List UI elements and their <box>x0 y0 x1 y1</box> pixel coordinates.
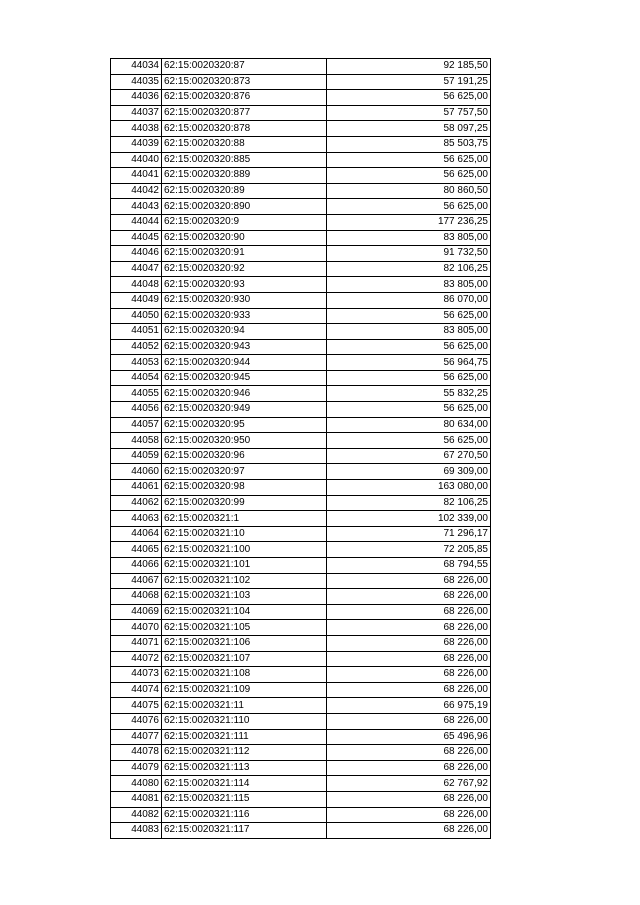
cadastral-number-cell: 62:15:0020321:101 <box>162 558 327 574</box>
row-number-cell: 44064 <box>111 526 162 542</box>
cadastral-number-cell: 62:15:0020320:97 <box>162 464 327 480</box>
cadastral-number-cell: 62:15:0020321:102 <box>162 573 327 589</box>
table-row <box>111 370 491 386</box>
table-row <box>111 729 491 745</box>
amount-cell: 68 226,00 <box>327 760 491 776</box>
row-number-cell: 44053 <box>111 355 162 371</box>
cadastral-number-cell: 62:15:0020320:889 <box>162 168 327 184</box>
cadastral-number-cell: 62:15:0020320:92 <box>162 261 327 277</box>
cadastral-number-cell: 62:15:0020321:116 <box>162 807 327 823</box>
cadastral-number-cell: 62:15:0020320:88 <box>162 136 327 152</box>
cadastral-number-cell: 62:15:0020320:877 <box>162 105 327 121</box>
row-number-cell: 44077 <box>111 729 162 745</box>
table-row <box>111 807 491 823</box>
amount-cell: 68 226,00 <box>327 667 491 683</box>
cadastral-number-cell: 62:15:0020320:944 <box>162 355 327 371</box>
cadastral-number-cell: 62:15:0020321:1 <box>162 511 327 527</box>
row-number-cell: 44067 <box>111 573 162 589</box>
amount-cell: 68 226,00 <box>327 604 491 620</box>
table-row <box>111 402 491 418</box>
amount-cell: 68 226,00 <box>327 635 491 651</box>
row-number-cell: 44074 <box>111 682 162 698</box>
cadastral-number-cell: 62:15:0020320:950 <box>162 433 327 449</box>
row-number-cell: 44039 <box>111 136 162 152</box>
amount-cell: 68 226,00 <box>327 713 491 729</box>
table-row <box>111 667 491 683</box>
table-row <box>111 573 491 589</box>
table-row <box>111 682 491 698</box>
table-row <box>111 417 491 433</box>
table-row <box>111 214 491 230</box>
row-number-cell: 44071 <box>111 635 162 651</box>
table-row <box>111 324 491 340</box>
cadastral-number-cell: 62:15:0020320:94 <box>162 324 327 340</box>
amount-cell: 69 309,00 <box>327 464 491 480</box>
amount-cell: 102 339,00 <box>327 511 491 527</box>
amount-cell: 58 097,25 <box>327 121 491 137</box>
row-number-cell: 44051 <box>111 324 162 340</box>
amount-cell: 57 191,25 <box>327 74 491 90</box>
cadastral-number-cell: 62:15:0020320:878 <box>162 121 327 137</box>
row-number-cell: 44057 <box>111 417 162 433</box>
amount-cell: 56 625,00 <box>327 199 491 215</box>
cadastral-number-cell: 62:15:0020320:93 <box>162 277 327 293</box>
cadastral-number-cell: 62:15:0020320:945 <box>162 370 327 386</box>
amount-cell: 83 805,00 <box>327 230 491 246</box>
amount-cell: 177 236,25 <box>327 214 491 230</box>
cadastral-number-cell: 62:15:0020320:87 <box>162 59 327 75</box>
cadastral-number-cell: 62:15:0020320:930 <box>162 292 327 308</box>
cadastral-number-cell: 62:15:0020321:107 <box>162 651 327 667</box>
row-number-cell: 44049 <box>111 292 162 308</box>
amount-cell: 56 625,00 <box>327 370 491 386</box>
table-row <box>111 791 491 807</box>
table-row <box>111 760 491 776</box>
row-number-cell: 44080 <box>111 776 162 792</box>
table-row <box>111 74 491 90</box>
table-row <box>111 480 491 496</box>
row-number-cell: 44042 <box>111 183 162 199</box>
table-row <box>111 511 491 527</box>
amount-cell: 68 226,00 <box>327 620 491 636</box>
row-number-cell: 44034 <box>111 59 162 75</box>
cadastral-number-cell: 62:15:0020320:876 <box>162 90 327 106</box>
amount-cell: 80 634,00 <box>327 417 491 433</box>
row-number-cell: 44063 <box>111 511 162 527</box>
amount-cell: 66 975,19 <box>327 698 491 714</box>
row-number-cell: 44050 <box>111 308 162 324</box>
table-row <box>111 59 491 75</box>
table-row <box>111 136 491 152</box>
amount-cell: 85 503,75 <box>327 136 491 152</box>
amount-cell: 56 625,00 <box>327 90 491 106</box>
row-number-cell: 44059 <box>111 448 162 464</box>
cadastral-number-cell: 62:15:0020321:110 <box>162 713 327 729</box>
table-row <box>111 105 491 121</box>
row-number-cell: 44081 <box>111 791 162 807</box>
table-row <box>111 635 491 651</box>
amount-cell: 68 226,00 <box>327 589 491 605</box>
row-number-cell: 44069 <box>111 604 162 620</box>
cadastral-number-cell: 62:15:0020320:90 <box>162 230 327 246</box>
amount-cell: 91 732,50 <box>327 246 491 262</box>
table-row <box>111 121 491 137</box>
table-row <box>111 495 491 511</box>
row-number-cell: 44072 <box>111 651 162 667</box>
table-row <box>111 448 491 464</box>
row-number-cell: 44066 <box>111 558 162 574</box>
amount-cell: 56 964,75 <box>327 355 491 371</box>
amount-cell: 56 625,00 <box>327 339 491 355</box>
cadastral-number-cell: 62:15:0020320:96 <box>162 448 327 464</box>
table-row <box>111 542 491 558</box>
cadastral-number-cell: 62:15:0020320:885 <box>162 152 327 168</box>
cadastral-number-cell: 62:15:0020320:98 <box>162 480 327 496</box>
table-row <box>111 152 491 168</box>
cadastral-number-cell: 62:15:0020320:95 <box>162 417 327 433</box>
table-row <box>111 433 491 449</box>
cadastral-number-cell: 62:15:0020320:943 <box>162 339 327 355</box>
row-number-cell: 44058 <box>111 433 162 449</box>
row-number-cell: 44054 <box>111 370 162 386</box>
amount-cell: 56 625,00 <box>327 433 491 449</box>
amount-cell: 55 832,25 <box>327 386 491 402</box>
cadastral-number-cell: 62:15:0020321:113 <box>162 760 327 776</box>
table-row <box>111 168 491 184</box>
amount-cell: 68 226,00 <box>327 682 491 698</box>
amount-cell: 68 226,00 <box>327 745 491 761</box>
amount-cell: 72 205,85 <box>327 542 491 558</box>
amount-cell: 80 860,50 <box>327 183 491 199</box>
row-number-cell: 44038 <box>111 121 162 137</box>
table-row <box>111 526 491 542</box>
row-number-cell: 44078 <box>111 745 162 761</box>
row-number-cell: 44040 <box>111 152 162 168</box>
amount-cell: 68 226,00 <box>327 823 491 839</box>
amount-cell: 82 106,25 <box>327 261 491 277</box>
table-row <box>111 589 491 605</box>
cadastral-number-cell: 62:15:0020320:9 <box>162 214 327 230</box>
amount-cell: 62 767,92 <box>327 776 491 792</box>
row-number-cell: 44070 <box>111 620 162 636</box>
row-number-cell: 44076 <box>111 713 162 729</box>
cadastral-number-cell: 62:15:0020320:89 <box>162 183 327 199</box>
row-number-cell: 44061 <box>111 480 162 496</box>
cadastral-number-cell: 62:15:0020321:117 <box>162 823 327 839</box>
amount-cell: 68 226,00 <box>327 807 491 823</box>
row-number-cell: 44082 <box>111 807 162 823</box>
table-row <box>111 199 491 215</box>
cadastral-number-cell: 62:15:0020321:112 <box>162 745 327 761</box>
cadastral-value-table <box>110 58 491 839</box>
row-number-cell: 44055 <box>111 386 162 402</box>
table-row <box>111 90 491 106</box>
table-row <box>111 386 491 402</box>
amount-cell: 86 070,00 <box>327 292 491 308</box>
cadastral-number-cell: 62:15:0020321:108 <box>162 667 327 683</box>
cadastral-number-cell: 62:15:0020320:949 <box>162 402 327 418</box>
cadastral-number-cell: 62:15:0020321:106 <box>162 635 327 651</box>
cadastral-number-cell: 62:15:0020321:109 <box>162 682 327 698</box>
amount-cell: 82 106,25 <box>327 495 491 511</box>
cadastral-number-cell: 62:15:0020321:100 <box>162 542 327 558</box>
amount-cell: 68 226,00 <box>327 573 491 589</box>
cadastral-number-cell: 62:15:0020321:11 <box>162 698 327 714</box>
amount-cell: 65 496,96 <box>327 729 491 745</box>
row-number-cell: 44047 <box>111 261 162 277</box>
table-row <box>111 183 491 199</box>
row-number-cell: 44083 <box>111 823 162 839</box>
amount-cell: 163 080,00 <box>327 480 491 496</box>
cadastral-number-cell: 62:15:0020321:104 <box>162 604 327 620</box>
amount-cell: 56 625,00 <box>327 168 491 184</box>
amount-cell: 68 794,55 <box>327 558 491 574</box>
table-row <box>111 230 491 246</box>
amount-cell: 56 625,00 <box>327 402 491 418</box>
cadastral-number-cell: 62:15:0020321:103 <box>162 589 327 605</box>
table-row <box>111 604 491 620</box>
cadastral-number-cell: 62:15:0020321:10 <box>162 526 327 542</box>
cadastral-number-cell: 62:15:0020320:99 <box>162 495 327 511</box>
row-number-cell: 44043 <box>111 199 162 215</box>
row-number-cell: 44048 <box>111 277 162 293</box>
table-row <box>111 246 491 262</box>
row-number-cell: 44056 <box>111 402 162 418</box>
amount-cell: 68 226,00 <box>327 791 491 807</box>
amount-cell: 67 270,50 <box>327 448 491 464</box>
cadastral-number-cell: 62:15:0020321:114 <box>162 776 327 792</box>
amount-cell: 83 805,00 <box>327 324 491 340</box>
row-number-cell: 44036 <box>111 90 162 106</box>
cadastral-number-cell: 62:15:0020320:873 <box>162 74 327 90</box>
cadastral-number-cell: 62:15:0020320:91 <box>162 246 327 262</box>
table-body <box>111 59 491 839</box>
table-row <box>111 339 491 355</box>
table-row <box>111 651 491 667</box>
table-row <box>111 823 491 839</box>
row-number-cell: 44046 <box>111 246 162 262</box>
cadastral-number-cell: 62:15:0020321:111 <box>162 729 327 745</box>
row-number-cell: 44068 <box>111 589 162 605</box>
row-number-cell: 44037 <box>111 105 162 121</box>
cadastral-number-cell: 62:15:0020321:105 <box>162 620 327 636</box>
table-row <box>111 277 491 293</box>
table-row <box>111 745 491 761</box>
amount-cell: 68 226,00 <box>327 651 491 667</box>
cadastral-number-cell: 62:15:0020320:933 <box>162 308 327 324</box>
row-number-cell: 44044 <box>111 214 162 230</box>
row-number-cell: 44065 <box>111 542 162 558</box>
table-row <box>111 558 491 574</box>
cadastral-number-cell: 62:15:0020321:115 <box>162 791 327 807</box>
row-number-cell: 44079 <box>111 760 162 776</box>
amount-cell: 83 805,00 <box>327 277 491 293</box>
row-number-cell: 44052 <box>111 339 162 355</box>
row-number-cell: 44075 <box>111 698 162 714</box>
row-number-cell: 44060 <box>111 464 162 480</box>
amount-cell: 56 625,00 <box>327 308 491 324</box>
table-row <box>111 308 491 324</box>
row-number-cell: 44041 <box>111 168 162 184</box>
cadastral-number-cell: 62:15:0020320:890 <box>162 199 327 215</box>
amount-cell: 71 296,17 <box>327 526 491 542</box>
table-row <box>111 776 491 792</box>
table-row <box>111 713 491 729</box>
amount-cell: 92 185,50 <box>327 59 491 75</box>
table-row <box>111 464 491 480</box>
table-row <box>111 698 491 714</box>
row-number-cell: 44035 <box>111 74 162 90</box>
cadastral-number-cell: 62:15:0020320:946 <box>162 386 327 402</box>
table-row <box>111 355 491 371</box>
table-row <box>111 620 491 636</box>
table-row <box>111 292 491 308</box>
amount-cell: 57 757,50 <box>327 105 491 121</box>
row-number-cell: 44073 <box>111 667 162 683</box>
table-row <box>111 261 491 277</box>
row-number-cell: 44062 <box>111 495 162 511</box>
amount-cell: 56 625,00 <box>327 152 491 168</box>
row-number-cell: 44045 <box>111 230 162 246</box>
